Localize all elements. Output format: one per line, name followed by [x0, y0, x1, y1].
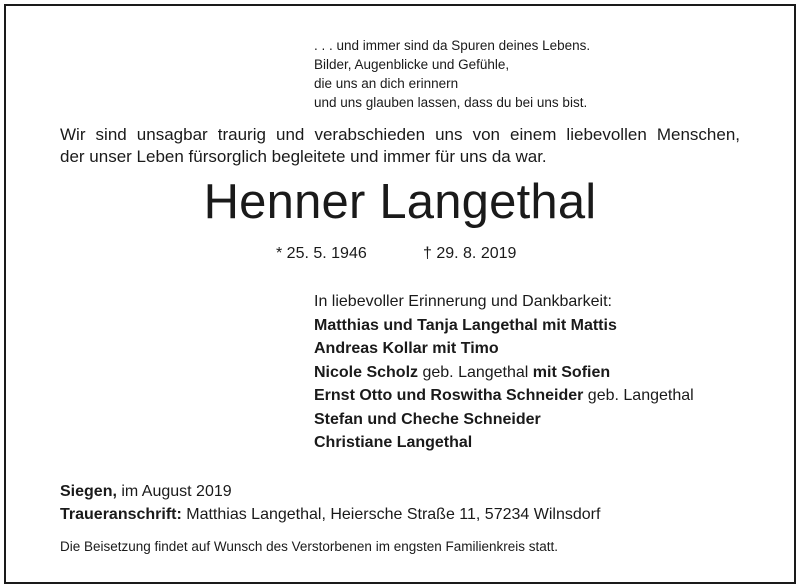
poem — [314, 36, 590, 112]
family-member — [314, 361, 694, 385]
burial-note: Die Beisetzung findet auf Wunsch des Verstorbenen im engsten Familienkreis statt. — [60, 539, 559, 554]
family-member-name: Nicole Scholz — [314, 363, 419, 381]
family-member-child: mit Sofien — [532, 363, 611, 381]
family-member: Matthias und Tanja Langethal mit Mattis — [314, 316, 617, 334]
poem-line: die uns an dich erinnern — [314, 76, 459, 91]
mourning-address — [60, 503, 600, 526]
family-member — [314, 384, 694, 408]
poem-line: Bilder, Augenblicke und Gefühle, — [314, 57, 510, 72]
intro-text — [60, 124, 740, 168]
deceased-name: Henner Langethal — [203, 175, 597, 229]
family-heading: In liebevoller Erinnerung und Dankbarkeit: — [314, 293, 612, 310]
family-member: Christiane Langethal — [314, 434, 473, 451]
poem-line: und uns glauben lassen, dass du bei uns bist. — [314, 95, 588, 110]
family-member: Andreas Kollar mit Timo — [314, 340, 499, 357]
intro-line-1: Wir sind unsagbar traurig und verabschieden uns von einem liebevollen Menschen, — [60, 125, 740, 144]
family-member: Stefan und Cheche Schneider — [314, 410, 541, 428]
place-date — [60, 480, 600, 503]
birth-date: * 25. 5. 1946 — [276, 245, 367, 262]
address-label: Traueranschrift: — [60, 506, 182, 523]
address-value: Matthias Langethal, Heiersche Straße 11, 57234 Wilnsdorf — [181, 506, 601, 523]
family-list — [314, 290, 694, 455]
place-and-address — [60, 480, 600, 526]
month-year: im August 2019 — [116, 483, 232, 500]
city: Siegen, — [60, 483, 117, 500]
family-member-maiden: geb. Langethal — [583, 387, 694, 404]
intro-line-2: der unser Leben fürsorglich begleitete und immer für uns da war. — [60, 147, 547, 166]
poem-line: . . . und immer sind da Spuren deines Lebens. — [314, 38, 591, 53]
death-date: † 29. 8. 2019 — [423, 245, 517, 262]
family-member-name: Ernst Otto und Roswitha Schneider — [314, 387, 584, 404]
family-member-maiden: geb. Langethal — [418, 363, 533, 381]
